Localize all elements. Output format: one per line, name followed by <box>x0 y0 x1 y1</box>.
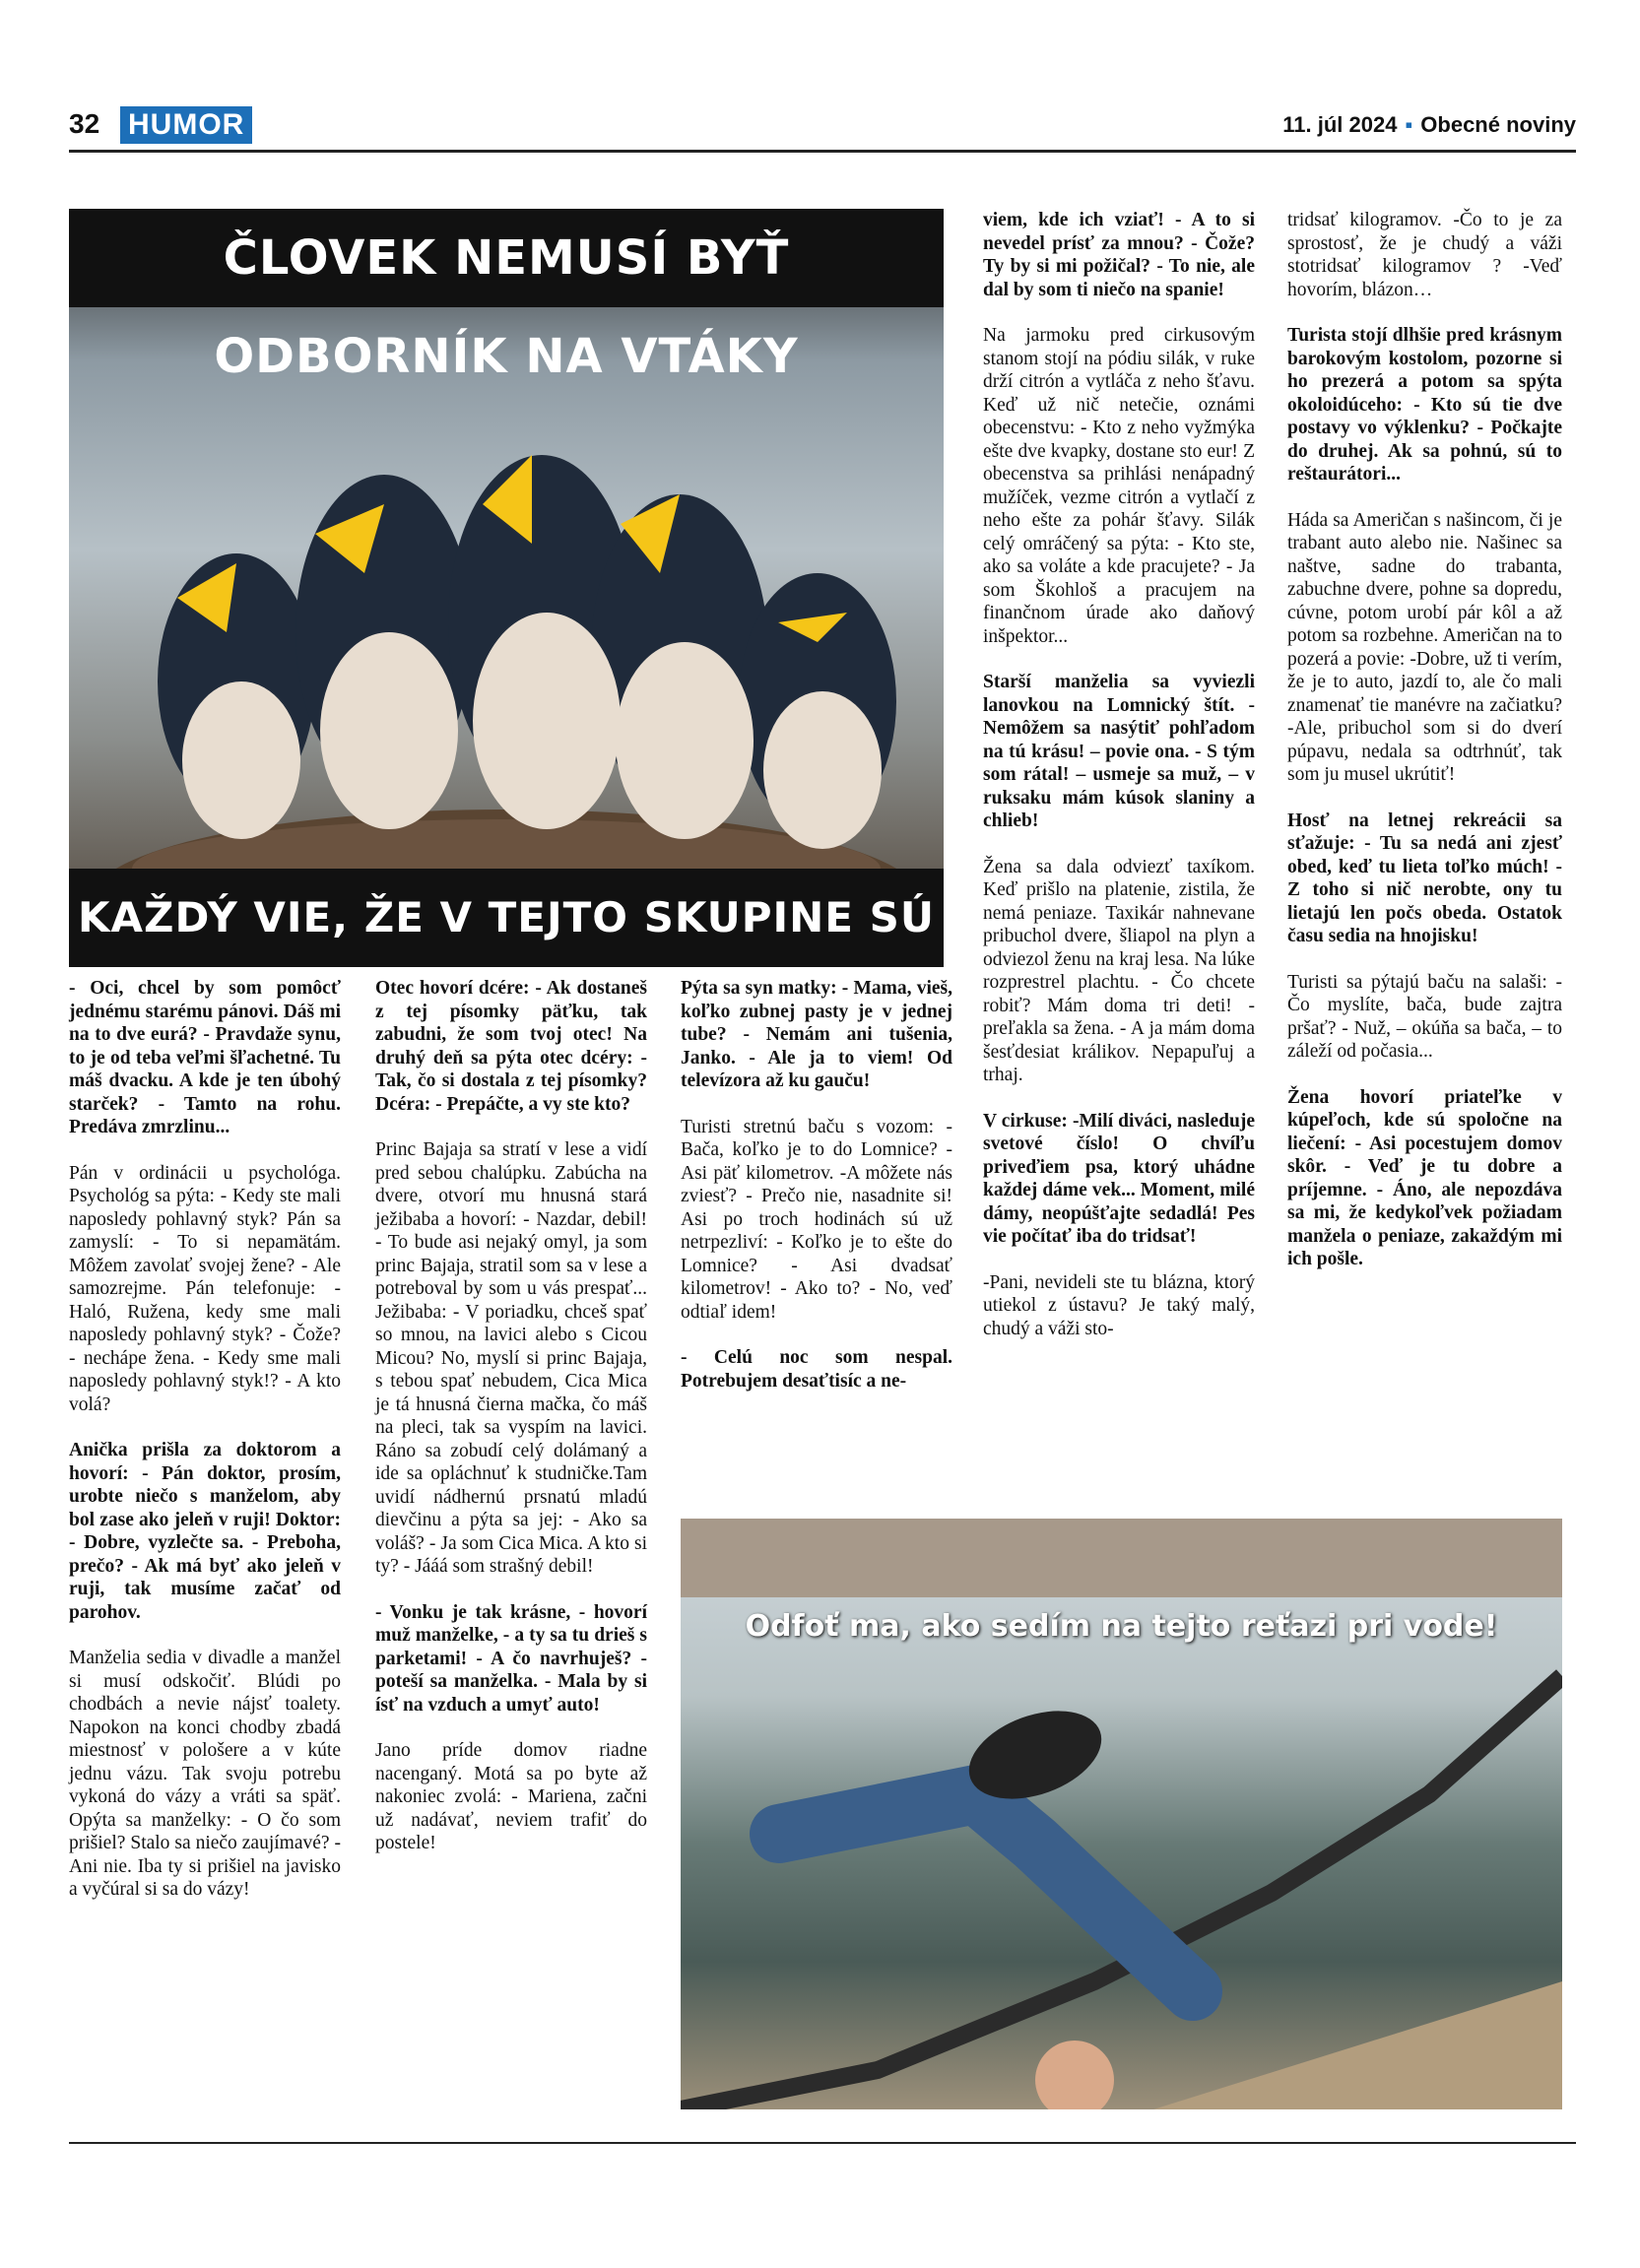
joke-paragraph: viem, kde ich vziať! - A to si nevedel prísť za mnou? - Čože? Ty by si mi požičal? - To nie, ale dal by som ti niečo na spanie! <box>983 210 1255 300</box>
chain-photo <box>681 1519 1562 2109</box>
joke-paragraph: Pýta sa syn matky: - Mama, vieš, koľko zubnej pasty je v jednej tube? - Nemám ani tušenia, Janko. - Ale ja to viem! Od televízora až ku gauču! <box>681 978 952 1091</box>
column-1 <box>69 977 341 1924</box>
photo-bottom-caption: KAŽDÝ VIE, ŽE V TEJTO SKUPINE SÚ <box>69 869 944 967</box>
joke-paragraph: -Pani, nevideli ste tu blázna, ktorý utiekol z ústavu? Je taký malý, chudý a váži sto- <box>983 1271 1255 1339</box>
photo-top-caption: ČLOVEK NEMUSÍ BYŤ ODBORNÍK NA VTÁKY <box>69 209 944 307</box>
joke-paragraph: Manželia sedia v divadle a manžel si musí odskočiť. Blúdi po chodbách a nevie nájsť toalety. Napokon na konci chodby zbadá miestnosť v pološere a v kúte jednu vázu. Tak svoju potrebu vykoná do vázy a vráti sa späť. Opýta sa manželky: - O čo som prišiel? Stalo sa niečo zaujímavé? - Ani nie. Iba ty si prišiel na javisko a vyčúral si sa do vázy! <box>69 1648 341 1900</box>
photo-caption: Odfoť ma, ako sedím na tejto reťazi pri vode! <box>745 1609 1498 1644</box>
joke-paragraph: Turisti sa pýtajú baču na salaši: - Čo myslíte, bača, bude zajtra pršať? - Nuž, – okúňa sa bača, – to záleží od počasia... <box>1287 971 1562 1062</box>
joke-paragraph: - Vonku je tak krásne, - hovorí muž manželke, - a ty sa tu drieš s parketami! - A čo navrhuješ? - poteší sa manželka. - Mala by si ísť na vzduch a umyť auto! <box>375 1601 647 1716</box>
joke-paragraph: Starší manželia sa vyviezli lanovkou na Lomnický štít. - Nemôžem sa nasýtiť pohľadom na tú krásu! – povie ona. - S tým som rátal! – usmeje sa muž, – v ruksaku mám kúsok slaniny a chlieb! <box>983 672 1255 831</box>
column-4 <box>983 209 1255 1363</box>
page-header <box>69 106 1576 150</box>
page-number: 32 <box>69 108 100 139</box>
joke-paragraph: Na jarmoku pred cirkusovým stanom stojí na pódiu silák, v ruke drží citrón a vytláča z neho šťavu. Keď už nič netečie, oznámi obecenstvu: - Kto z neho vyžmýka ešte dve kvapky, dostane sto eur! Z obecenstva sa prihlási nenápadný mužíček, vezme citrón a vytlačí z neho ešte za pohár šťavy. Silák celý omráčený sa pýta: - Kto ste, ako sa voláte a kde pracujete? - Ja som Škohloš a pracujem na finančnom úrade ako daňový inšpektor... <box>983 325 1255 647</box>
dateline <box>1282 112 1576 138</box>
joke-paragraph: - Celú noc som nespal. Potrebujem desaťtisíc a ne- <box>681 1347 952 1392</box>
joke-paragraph: - Oci, chcel by som pomôcť jednému starému pánovi. Dáš mi na to dve eurá? - Pravdaže synu, to je od teba veľmi šľachetné. Tu máš dvacku. A kde je ten úbohý starček? - Tamto na rohu. Predáva zmrzlinu... <box>69 978 341 1137</box>
column-5 <box>1287 209 1562 1294</box>
joke-paragraph: Otec hovorí dcére: - Ak dostaneš z tej písomky päťku, tak zabudni, že som tvoj otec! Na druhý deň sa pýta otec dcéry: - Tak, čo si dostala z tej písomky? Dcéra: - Prepáčte, a vy ste kto? <box>375 978 647 1115</box>
joke-paragraph: Turisti stretnú baču s vozom: - Bača, koľko je to do Lomnice? - Asi päť kilometrov. -A môžete nás zviesť? - Prečo nie, nasadnite si! Asi po troch hodinách sú už netrpezliví: - Koľko je to ešte do Lomnice? - Asi dvadsať kilometrov! - Ako to? - No, veď odtiaľ idem! <box>681 1116 952 1323</box>
joke-paragraph: tridsať kilogramov. -Čo to je za sprostosť, že je chudý a váži stotridsať kilogramov ? -Veď hovorím, blázon… <box>1287 210 1562 300</box>
header-rule <box>69 150 1576 153</box>
joke-paragraph: Pán v ordinácii u psychológa. Psychológ sa pýta: - Kedy ste mali naposledy pohlavný styk? Pán sa zamyslí: - To si nepamätám. Môžem zavolať svojej žene? - Ale samozrejme. Pán telefonuje: - Haló, Ružena, kedy sme mali naposledy pohlavný styk? - Čože? - nechápe žena. - Kedy sme mali naposledy pohlavný styk!? - A kto volá? <box>69 1162 341 1415</box>
joke-paragraph: Princ Bajaja sa stratí v lese a vidí pred sebou chalúpku. Zabúcha na dvere, otvorí mu hnusná stará ježibaba a hovorí: - Nazdar, debil! - To bude asi nejaký omyl, ja som princ Bajaja, stratil som sa v lese a potreboval by som u vás prespať... Ježibaba: - V poriadku, chceš spať so mnou, na lavici alebo s Cicou Micou? No, myslí si princ Bajaja, s tebou spať nebudem, Cica Mica je tá hnusná čierna mačka, čo máš na pleci, tak sa vyspím na lavici. Ráno sa zobudí celý dolámaný a ide sa opláchnuť k studničke.Tam uvidí nádhernú prsnatú mladú dievčinu a pýta sa jej: - Ako sa voláš? - Ja som Cica Mica. A kto si ty? - Jááá som strašný debil! <box>375 1139 647 1577</box>
joke-paragraph: Hosť na letnej rekreácii sa sťažuje: - Tu sa nedá ani zjesť obed, keď tu lieta toľko múch! - Z toho si nič nerobte, ony tu lietajú len počs obeda. Ostatok času sedia na hnojisku! <box>1287 810 1562 946</box>
joke-paragraph: Žena sa dala odviezť taxíkom. Keď prišlo na platenie, zistila, že nemá peniaze. Taxikár nahnevane pribuchol dvere, šliapol na plyn a odviezol ženu na kraj lesa. Na lúke rozprestrel plachtu. - Čo chcete robiť? Mám doma tri deti! - preľakla sa žena. - A ja mám doma šesťdesiat králikov. Nepapuľuj a trhaj. <box>983 856 1255 1085</box>
issue-date: 11. júl 2024 <box>1282 112 1398 137</box>
newspaper-name: Obecné noviny <box>1420 112 1576 137</box>
joke-paragraph: Turista stojí dlhšie pred krásnym barokovým kostolom, pozorne si ho prezerá a potom sa spýta okoloidúceho: - Kto sú tie dve postavy vo výklenku? - Počkajte do druhej. Ak sa pohnú, sú to reštaurátori... <box>1287 325 1562 485</box>
joke-paragraph: Jano príde domov riadne nacenganý. Motá sa po byte až nakoniec zvolá: - Mariena, začni už nadávať, neviem trafiť do postele! <box>375 1740 647 1853</box>
joke-paragraph: Háda sa Američan s našincom, či je trabant auto alebo nie. Našinec sa naštve, sadne do trabanta, zabuchne dvere, pohne sa dopredu, cúvne, potom urobí pár kôl a až potom sa rozbehne. Američan na to pozerá a povie: -Dobre, už ti verím, že je to auto, jazdí to, ale čo mali znamenať tie manévre na začiatku? -Ale, pribuchol som si do dverí púpavu, nedala sa odtrhnúť, tak som ju musel ukrútiť! <box>1287 509 1562 785</box>
joke-paragraph: V cirkuse: -Milí diváci, nasleduje svetové číslo! O chvíľu priveďiem psa, ktorý uhádne každej dáme vek... Moment, milé dámy, neopúšťajte sedadlá! Pes vie počítať iba do tridsať! <box>983 1110 1255 1247</box>
column-3 <box>681 977 952 1415</box>
column-2 <box>375 977 647 1878</box>
birds-photo <box>69 209 944 967</box>
swallow-chicks-illustration <box>69 209 944 967</box>
joke-paragraph: Žena hovorí priateľke v kúpeľoch, kde sú spoločne na liečení: - Asi pocestujem domov skôr. - Veď je tu dobre a príjemne. - Áno, ale nepozdáva sa mi, že kedykoľvek požiadam manžela o peniaze, zakaždým mi ich pošle. <box>1287 1086 1562 1269</box>
man-on-chain-illustration <box>681 1519 1562 2109</box>
footer-rule <box>69 2142 1576 2144</box>
section-label: HUMOR <box>120 106 252 144</box>
dateline-separator: ▪ <box>1405 112 1413 137</box>
joke-paragraph: Anička prišla za doktorom a hovorí: - Pán doktor, prosím, urobte niečo s manželom, aby bol zase ako jeleň v ruji! Doktor: - Dobre, vyzlečte sa. - Preboha, prečo? - Ak má byť ako jeleň v ruji, tak musíme začať od parohov. <box>69 1440 341 1623</box>
